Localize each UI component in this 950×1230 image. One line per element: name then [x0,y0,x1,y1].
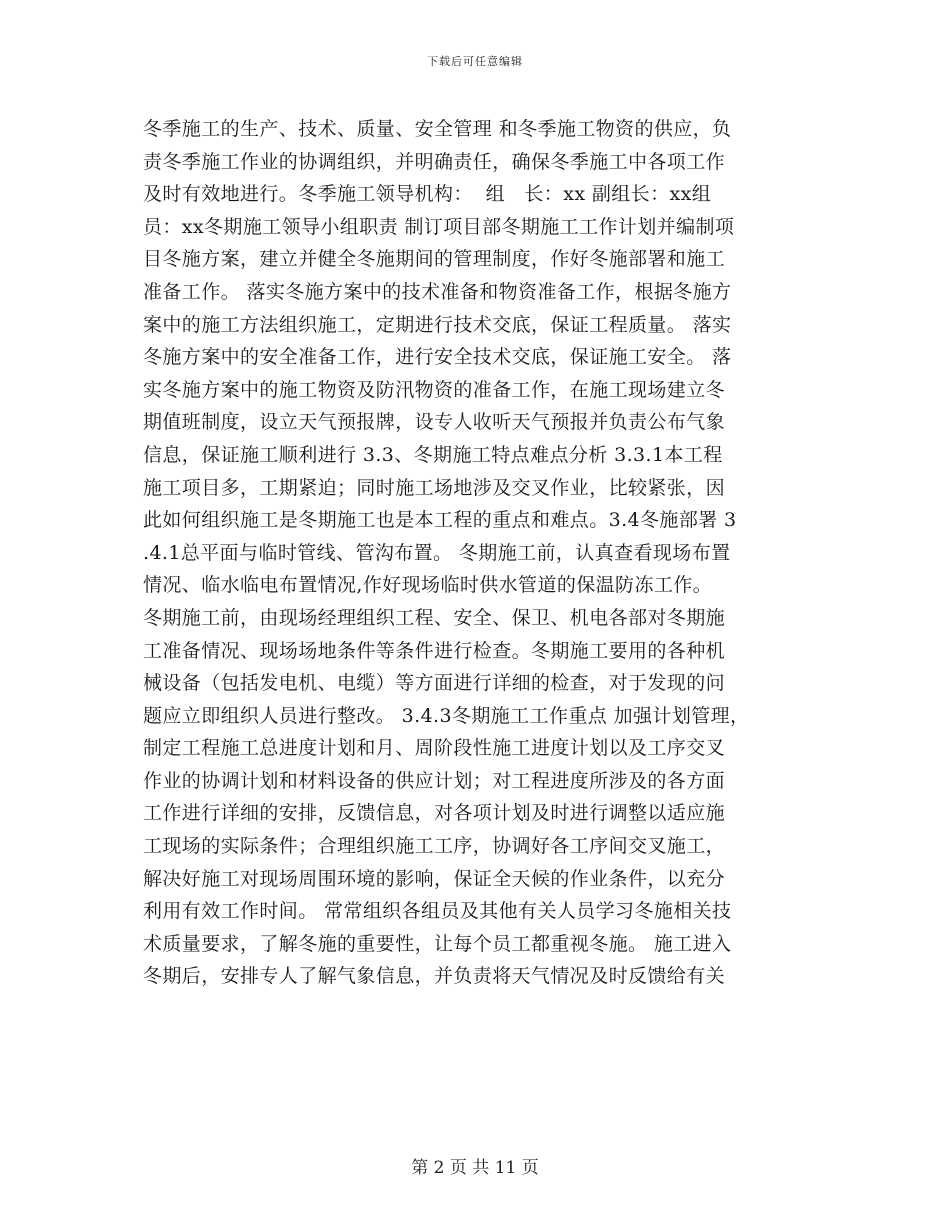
body-line: 冬期施工前，由现场经理组织工程、安全、保卫、机电各部对冬期施 [143,606,726,629]
body-line: 制定工程施工总进度计划和月、周阶段性施工进度计划以及工序交叉 [143,737,726,760]
body-line: 准备工作。 落实冬施方案中的技术准备和物资准备工作，根据冬施方 [143,280,732,303]
body-line: 及时有效地进行。冬季施工领导机构： 组 长：xx 副组长：xx组 [143,183,712,206]
body-line: 情况、临水临电布置情况,作好现场临时供水管道的保温防冻工作。 [143,574,713,597]
body-line: 此如何组织施工是冬期施工也是本工程的重点和难点。3.4冬施部署 3 [143,509,737,532]
body-line: 械设备（包括发电机、电缆）等方面进行详细的检查，对于发现的问 [143,672,726,695]
body-line: 题应立即组织人员进行整改。 3.4.3冬期施工工作重点 加强计划管理， [143,704,750,727]
body-line: 期值班制度，设立天气预报牌，设专人收听天气预报并负责公布气象 [143,411,726,434]
body-line: 工现场的实际条件；合理组织施工工序，协调好各工序间交叉施工， [143,835,726,858]
document-body [143,113,823,993]
body-line: 作业的协调计划和材料设备的供应计划；对工程进度所涉及的各方面 [143,769,726,792]
body-line: 工作进行详细的安排，反馈信息，对各项计划及时进行调整以适应施 [143,802,726,825]
body-line: 案中的施工方法组织施工，定期进行技术交底，保证工程质量。 落实 [143,313,732,336]
body-line: 责冬季施工作业的协调组织，并明确责任，确保冬季施工中各项工作 [143,150,726,173]
page-number: 第 2 页 共 11 页 [411,1158,539,1178]
body-line: 解决好施工对现场周围环境的影响，保证全天候的作业条件，以充分 [143,867,726,890]
body-line: 施工项目多，工期紧迫；同时施工场地涉及交叉作业，比较紧张，因 [143,476,726,499]
page-header-note: 下载后可任意编辑 [427,55,523,68]
body-line: 冬季施工的生产、技术、质量、安全管理 和冬季施工物资的供应，负 [143,118,732,140]
body-line: 实冬施方案中的施工物资及防汛物资的准备工作，在施工现场建立冬 [143,378,726,401]
body-line: 工准备情况、现场场地条件等条件进行检查。冬期施工要用的各种机 [143,639,726,662]
body-line: .4.1总平面与临时管线、管沟布置。 冬期施工前，认真查看现场布置 [143,541,731,564]
body-line: 利用有效工作时间。 常常组织各组员及其他有关人员学习冬施相关技 [143,900,732,923]
body-line: 术质量要求，了解冬施的重要性，让每个员工都重视冬施。 施工进入 [143,932,732,955]
body-line: 冬期后，安排专人了解气象信息，并负责将天气情况及时反馈给有关 [143,965,726,988]
body-line: 冬施方案中的安全准备工作，进行安全技术交底，保证施工安全。 落 [143,346,732,369]
body-line: 信息，保证施工顺利进行 3.3、冬期施工特点难点分析 3.3.1本工程 [143,443,723,466]
body-line: 目冬施方案，建立并健全冬施期间的管理制度，作好冬施部署和施工 [143,248,726,271]
body-line: 员：xx冬期施工领导小组职责 制订项目部冬期施工工作计划并编制项 [143,215,735,238]
